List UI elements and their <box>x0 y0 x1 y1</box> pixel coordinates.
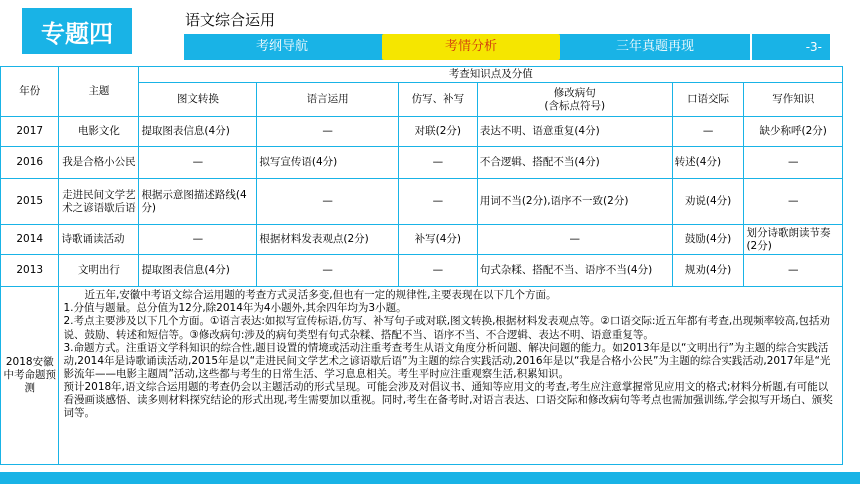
cell-year: 2016 <box>1 147 59 179</box>
prediction-row <box>1 287 843 465</box>
sub-header: 写作知识 <box>744 83 843 117</box>
cell-year: 2014 <box>1 225 59 255</box>
sub-header-note: (含标点符号) <box>544 99 606 112</box>
cell: — <box>398 255 477 287</box>
tab-bar <box>184 34 830 60</box>
exam-analysis-table <box>0 66 843 465</box>
tab-past-exams[interactable]: 三年真题再现 <box>615 39 694 54</box>
cell: — <box>139 225 257 255</box>
group-header: 考查知识点及分值 <box>139 67 843 83</box>
cell: — <box>257 255 399 287</box>
cell: 鼓励(4分) <box>672 225 744 255</box>
page-number: -3- <box>805 40 822 54</box>
table-row <box>1 255 843 287</box>
cell: 不合逻辑、搭配不当(4分) <box>477 147 672 179</box>
tab-outline[interactable]: 考纲导航 <box>255 39 308 54</box>
cell: 用词不当(2分),语序不一致(2分) <box>477 179 672 225</box>
sub-header-label: 修改病句 <box>553 86 596 99</box>
cell: — <box>477 225 672 255</box>
cell-theme: 我是合格小公民 <box>59 147 139 179</box>
cell: 划分诗歌朗读节奏(2分) <box>744 225 843 255</box>
cell: — <box>139 147 257 179</box>
summary-paragraph: 预计2018年,语文综合运用题的考查仍会以主题活动的形式呈现。可能会涉及对倡议书、通知等应用文的考查,考生应注意掌握常见应用文的格式;材料分析题,有可能以看漫画谈感悟、读多则材料探究结论的形式出现,考生需要加以重视。同时,考生在备考时,对语言表达、口语交际和修改病句等考点也需加强训练,学会拟写开场白、颁奖词等。 <box>63 381 833 420</box>
cell: 提取图表信息(4分) <box>139 255 257 287</box>
tab-analysis[interactable]: 考情分析 <box>382 34 560 60</box>
cell: 表达不明、语意重复(4分) <box>477 117 672 147</box>
sub-header: 图文转换 <box>139 83 257 117</box>
cell-year: 2017 <box>1 117 59 147</box>
sub-header <box>477 83 672 117</box>
summary-paragraph: 1.分值与题量。总分值为12分,除2014年为4小题外,其余四年均为3小题。 <box>63 302 407 315</box>
cell: 对联(2分) <box>398 117 477 147</box>
table-row <box>1 117 843 147</box>
sub-header: 口语交际 <box>672 83 744 117</box>
cell-year: 2013 <box>1 255 59 287</box>
cell: 提取图表信息(4分) <box>139 117 257 147</box>
cell: 根据示意图描述路线(4分) <box>139 179 257 225</box>
cell: — <box>672 117 744 147</box>
prediction-summary <box>59 287 843 465</box>
prediction-label: 2018安徽中考命题预测 <box>1 287 59 465</box>
cell: 根据材料发表观点(2分) <box>257 225 399 255</box>
cell-theme: 走进民间文学艺术之谚语歇后语 <box>59 179 139 225</box>
summary-paragraph: 2.考点主要涉及以下几个方面。①语言表达:如拟写宣传标语,仿写、补写句子或对联,图文转换,根据材料发表观点等。②口语交际:近五年都有考查,出现频率较高,包括劝说、鼓励、转述和短信等。③修改病句:涉及的病句类型有句式杂糅、搭配不当、语序不当、不合逻辑、表达不明、语意重复等。 <box>63 315 831 341</box>
table-row <box>1 147 843 179</box>
cell: — <box>744 179 843 225</box>
cell: 转述(4分) <box>672 147 744 179</box>
cell: — <box>744 255 843 287</box>
sub-header: 语言运用 <box>257 83 399 117</box>
cell: 缺少称呼(2分) <box>744 117 843 147</box>
sub-header: 仿写、补写 <box>398 83 477 117</box>
summary-paragraph: 近五年,安徽中考语文综合运用题的考查方式灵活多变,但也有一定的规律性,主要表现在以下几个方面。 <box>84 289 557 302</box>
col-header-year: 年份 <box>1 67 59 117</box>
col-header-theme: 主题 <box>59 67 139 117</box>
cell: — <box>257 117 399 147</box>
page-title: 语文综合运用 <box>185 11 276 29</box>
bottom-bar <box>0 472 860 484</box>
cell-theme: 诗歌诵读活动 <box>59 225 139 255</box>
tab-divider <box>750 34 752 60</box>
cell: — <box>398 179 477 225</box>
table-row <box>1 225 843 255</box>
cell: 劝说(4分) <box>672 179 744 225</box>
cell: 规劝(4分) <box>672 255 744 287</box>
cell: — <box>398 147 477 179</box>
cell-theme: 文明出行 <box>59 255 139 287</box>
cell: — <box>744 147 843 179</box>
cell: 拟写宣传语(4分) <box>257 147 399 179</box>
cell: 补写(4分) <box>398 225 477 255</box>
cell: — <box>257 179 399 225</box>
cell: 句式杂糅、搭配不当、语序不当(4分) <box>477 255 672 287</box>
summary-paragraph: 3.命题方式。注重语文学科知识的综合性,题目设置的情境或活动注重考查考生从语文角度分析问题、解决问题的能力。如2013年是以“文明出行”为主题的综合实践活动,2014年是诗歌诵读活动,2015年是以“走进民间文学艺术之谚语歇后语”为主题的综合实践活动,2016年是以“我是合格小公民”为主题的综合实践活动,2017年是“光影流年——电影主题周”活动,这些都与考生的日常生活、学习息息相关。考生平时应注重观察生活,积累知识。 <box>63 341 831 380</box>
cell-theme: 电影文化 <box>59 117 139 147</box>
table-row <box>1 179 843 225</box>
cell-year: 2015 <box>1 179 59 225</box>
topic-badge: 专题四 <box>22 8 132 54</box>
